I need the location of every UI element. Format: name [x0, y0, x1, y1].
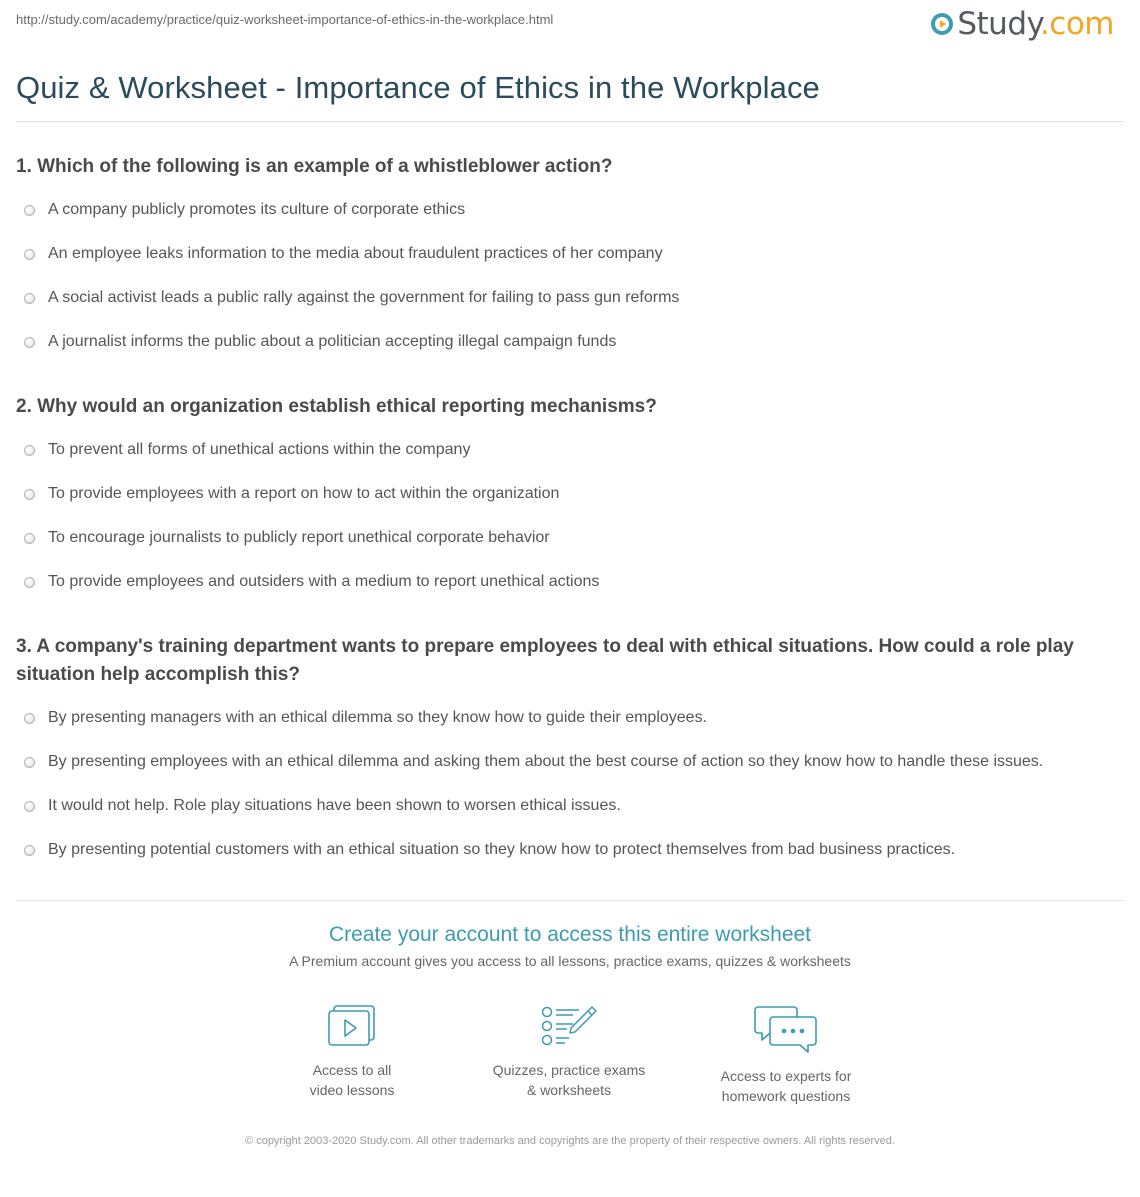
chat-bubbles-icon — [754, 1004, 818, 1054]
radio-button[interactable] — [24, 445, 35, 456]
question-2: 2. Why would an organization establish ethical reporting mechanisms? — [16, 396, 657, 417]
radio-button[interactable] — [24, 337, 35, 348]
cta-divider — [16, 900, 1124, 901]
question-2-option-3[interactable]: To encourage journalists to publicly report unethical corporate behavior — [24, 526, 550, 550]
title-divider — [16, 121, 1124, 122]
radio-button[interactable] — [24, 489, 35, 500]
question-2-option-2[interactable]: To provide employees with a report on how to act within the organization — [24, 482, 559, 506]
page-title: Quiz & Worksheet - Importance of Ethics in the Workplace — [16, 70, 820, 105]
question-1: 1. Which of the following is an example of a whistleblower action? — [16, 156, 613, 177]
feature-quizzes: Quizzes, practice exams & worksheets — [479, 1004, 659, 1100]
question-3-option-1[interactable]: By presenting managers with an ethical dilemma so they know how to guide their employees. — [24, 706, 707, 730]
question-3-option-2[interactable]: By presenting employees with an ethical dilemma and asking them about the best course of action so they know how to handle these issues. — [24, 750, 1043, 774]
question-2-option-1[interactable]: To prevent all forms of unethical actions within the company — [24, 438, 470, 462]
radio-button[interactable] — [24, 533, 35, 544]
radio-button[interactable] — [24, 845, 35, 856]
question-3-option-3[interactable]: It would not help. Role play situations have been shown to worsen ethical issues. — [24, 794, 621, 818]
radio-button[interactable] — [24, 801, 35, 812]
question-1-option-2[interactable]: An employee leaks information to the media about fraudulent practices of her company — [24, 242, 663, 266]
question-1-option-1[interactable]: A company publicly promotes its culture of corporate ethics — [24, 198, 465, 222]
question-3-option-4[interactable]: By presenting potential customers with an ethical situation so they know how to protect themselves from bad business practices. — [24, 838, 955, 862]
quiz-checklist-icon — [539, 1004, 599, 1048]
question-2-option-4[interactable]: To provide employees and outsiders with a medium to report unethical actions — [24, 570, 599, 594]
question-3: 3. A company's training department wants to prepare employees to deal with ethical situations. How could a role play situation help accomplish this? — [16, 636, 1074, 685]
top-bar — [0, 0, 1140, 48]
study-logo[interactable] — [930, 6, 1114, 42]
radio-button[interactable] — [24, 293, 35, 304]
radio-button[interactable] — [24, 757, 35, 768]
copyright-notice: © copyright 2003-2020 Study.com. All other trademarks and copyrights are the property of their respective owners. All rights reserved. — [245, 1135, 895, 1147]
radio-button[interactable] — [24, 249, 35, 260]
question-1-option-4[interactable]: A journalist informs the public about a politician accepting illegal campaign funds — [24, 330, 616, 354]
page-url: http://study.com/academy/practice/quiz-worksheet-importance-of-ethics-in-the-workplace.html — [16, 12, 554, 27]
video-lessons-icon — [326, 1004, 378, 1048]
premium-description: A Premium account gives you access to all lessons, practice exams, quizzes & worksheets — [289, 953, 851, 969]
radio-button[interactable] — [24, 713, 35, 724]
feature-video-lessons: Access to all video lessons — [262, 1004, 442, 1100]
radio-button[interactable] — [24, 205, 35, 216]
radio-button[interactable] — [24, 577, 35, 588]
feature-experts: Access to experts for homework questions — [696, 1004, 876, 1106]
logo-wordmark: Study.com — [957, 6, 1114, 42]
create-account-link[interactable]: Create your account to access this entire worksheet — [328, 923, 812, 946]
play-logo-icon — [930, 12, 954, 36]
question-1-option-3[interactable]: A social activist leads a public rally against the government for failing to pass gun reforms — [24, 286, 679, 310]
